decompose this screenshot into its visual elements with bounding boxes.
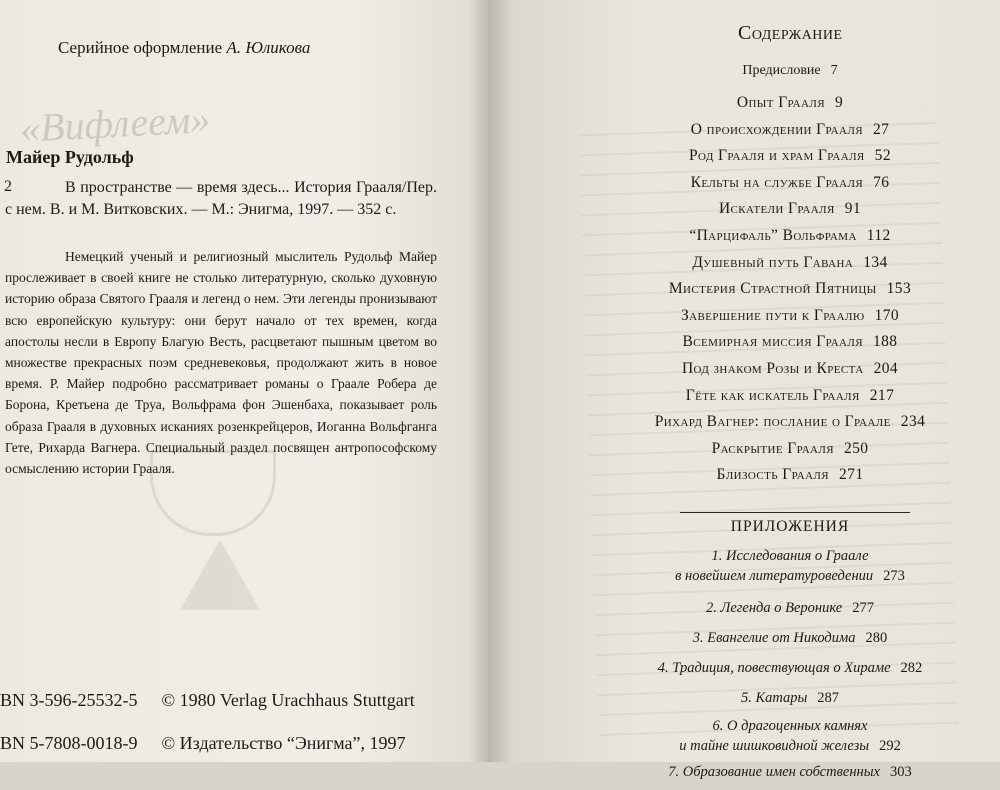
appendix-entry-page: 280 [865, 630, 888, 646]
copyright-notice: © 1980 Verlag Urachhaus Stuttgart [161, 690, 415, 710]
toc-entry-page: 52 [874, 147, 891, 165]
appendix-entry-title: 1. Исследования о Граале [711, 548, 869, 564]
appendix-entry-page: 282 [900, 660, 923, 676]
isbn-line [0, 690, 415, 711]
appendix-entry [590, 656, 990, 686]
toc-entry-title: Мистерия Страстной Пятницы [668, 280, 877, 298]
toc-entry [590, 143, 990, 170]
appendix-entry-title: 6. О драгоценных камнях [712, 718, 868, 734]
toc-entry [590, 223, 990, 250]
copyright-notice: © Издательство “Энигма”, 1997 [161, 733, 406, 753]
toc-entry-title: Рихард Вагнер: послание о Граале [654, 413, 891, 431]
toc-entry [590, 276, 990, 303]
appendix-entry-title: 2. Легенда о Веронике [706, 600, 843, 616]
toc-entry-title: Завершение пути к Граалю [680, 306, 865, 324]
left-page [0, 0, 488, 762]
toc-entry-page: 204 [873, 359, 899, 377]
toc-entry-page: 153 [886, 280, 912, 298]
appendix-entry-title: 5. Катары [740, 690, 808, 706]
appendix-entry-page: 287 [817, 690, 840, 706]
toc-entry [590, 196, 990, 223]
toc-entry-title: Близость Грааля [716, 466, 830, 484]
isbn-number: BN 3-596-25532-5 [0, 690, 138, 710]
toc-entry-title: Раскрытие Грааля [711, 439, 834, 457]
appendix-entry-page: 273 [883, 568, 905, 584]
toc-entry-page: 271 [839, 466, 864, 484]
toc-entry [590, 436, 990, 463]
appendix-entry [590, 686, 990, 716]
toc-entry-page: 112 [866, 226, 891, 244]
appendix-entry [590, 716, 990, 760]
appendix-divider [680, 512, 910, 513]
series-designer-credit [58, 38, 310, 58]
toc-entry-title: “Парцифаль” Вольфрама [689, 226, 857, 244]
toc-entry [590, 329, 990, 356]
toc-entry-page: 250 [843, 439, 869, 457]
toc-entry-page: 76 [873, 173, 890, 191]
appendix-list [590, 546, 990, 790]
appendix-entry-page: 292 [879, 738, 901, 754]
appendix-entry-page: 303 [889, 764, 912, 780]
author-heading: Майер Рудольф [6, 147, 134, 167]
bleed-through-title: «Вифлеем» [18, 96, 212, 151]
appendix-heading: ПРИЛОЖЕНИЯ [730, 518, 850, 535]
toc-entry-title: Всемирная миссия Грааля [682, 333, 863, 351]
toc-entry-page: 234 [900, 413, 926, 431]
toc-entry-page: 134 [863, 253, 888, 271]
toc-entry [590, 303, 990, 330]
toc-entry-title: Гёте как искатель Грааля [685, 386, 860, 404]
toc-entry-page: 170 [874, 306, 900, 324]
toc-entry-page: 188 [873, 333, 898, 351]
toc-title: Содержание [738, 22, 843, 44]
toc-entry [590, 356, 990, 383]
toc-entry [590, 409, 990, 436]
appendix-entry-title-cont: и тайне шишковидной железы [679, 738, 870, 754]
toc-entry-title: Кельты на службе Грааля [690, 173, 864, 191]
toc-entry-title: Предисловие [742, 63, 821, 78]
toc-entry-page: 217 [869, 386, 895, 404]
toc-entry-title: Под знаком Розы и Креста [681, 359, 864, 377]
table-of-contents [590, 60, 990, 489]
toc-entry-preface [590, 60, 990, 90]
toc-entry-title: Род Грааля и храм Грааля [689, 147, 865, 165]
toc-entry-title: О происхождении Грааля [690, 120, 863, 138]
toc-entry [590, 117, 990, 144]
toc-entry [590, 170, 990, 197]
isbn-line [0, 733, 405, 754]
toc-entry [590, 462, 990, 489]
appendix-entry-title: 7. Образование имен собственных [668, 764, 880, 780]
appendix-entry [590, 760, 990, 790]
designer-prefix: Серийное оформление [58, 38, 223, 57]
toc-entry [590, 250, 990, 277]
book-annotation: Немецкий ученый и религиозный мыслитель Рудольф Майер прослеживает в своей книге не столько литературную, сколько духовную историю образа Святого Грааля и легенд о нем. Эти легенды пронизывают всю европейскую культуру: они берут начало от тех времен, когда апостолы несли в Европу Благую Весть, расцветают пышным цветом во множестве прекрасных поэм средневековья, продолжают жить в новое время. Р. Майер подробно рассматривает романы о Граале Робера де Борона, Кретьена де Труа, Вольфрама фон Эшенбаха, показывает роль образа Грааля в духовных исканиях розенкрейцеров, Иоганна Вольфганга Гете, Рихарда Вагнера. Специальный раздел посвящен антропософскому осмыслению истории Грааля. [5, 249, 437, 477]
appendix-entry-title: 3. Евангелие от Никодима [692, 630, 856, 646]
toc-entry-page: 91 [844, 200, 862, 218]
toc-entry-title: Искатели Грааля [718, 200, 835, 218]
classification-mark: 2 [4, 178, 12, 195]
appendix-entry-page: 277 [852, 600, 874, 616]
appendix-entry [590, 596, 990, 626]
appendix-entry-title: 4. Традиция, повествующая о Хираме [657, 660, 891, 676]
appendix-entry-title-cont: в новейшем литературоведении [675, 568, 874, 584]
toc-entry [590, 383, 990, 410]
toc-entry-page: 27 [872, 120, 890, 138]
toc-entry-title: Опыт Грааля [736, 94, 825, 111]
catalog-entry: В пространстве — время здесь... История Грааля/Пер. с нем. В. и М. Витковских. — М.: Энигма, 1997. — 352 с. [5, 179, 437, 218]
toc-entry [590, 90, 990, 117]
designer-name: А. Юликова [226, 38, 311, 57]
appendix-entry [590, 546, 990, 596]
appendix-entry [590, 626, 990, 656]
bleed-through-logo [180, 540, 260, 610]
toc-entry-page: 9 [834, 94, 844, 111]
toc-entry-title: Душевный путь Гавана [692, 253, 854, 271]
isbn-number: BN 5-7808-0018-9 [0, 733, 138, 753]
toc-entry-page: 7 [830, 63, 838, 78]
